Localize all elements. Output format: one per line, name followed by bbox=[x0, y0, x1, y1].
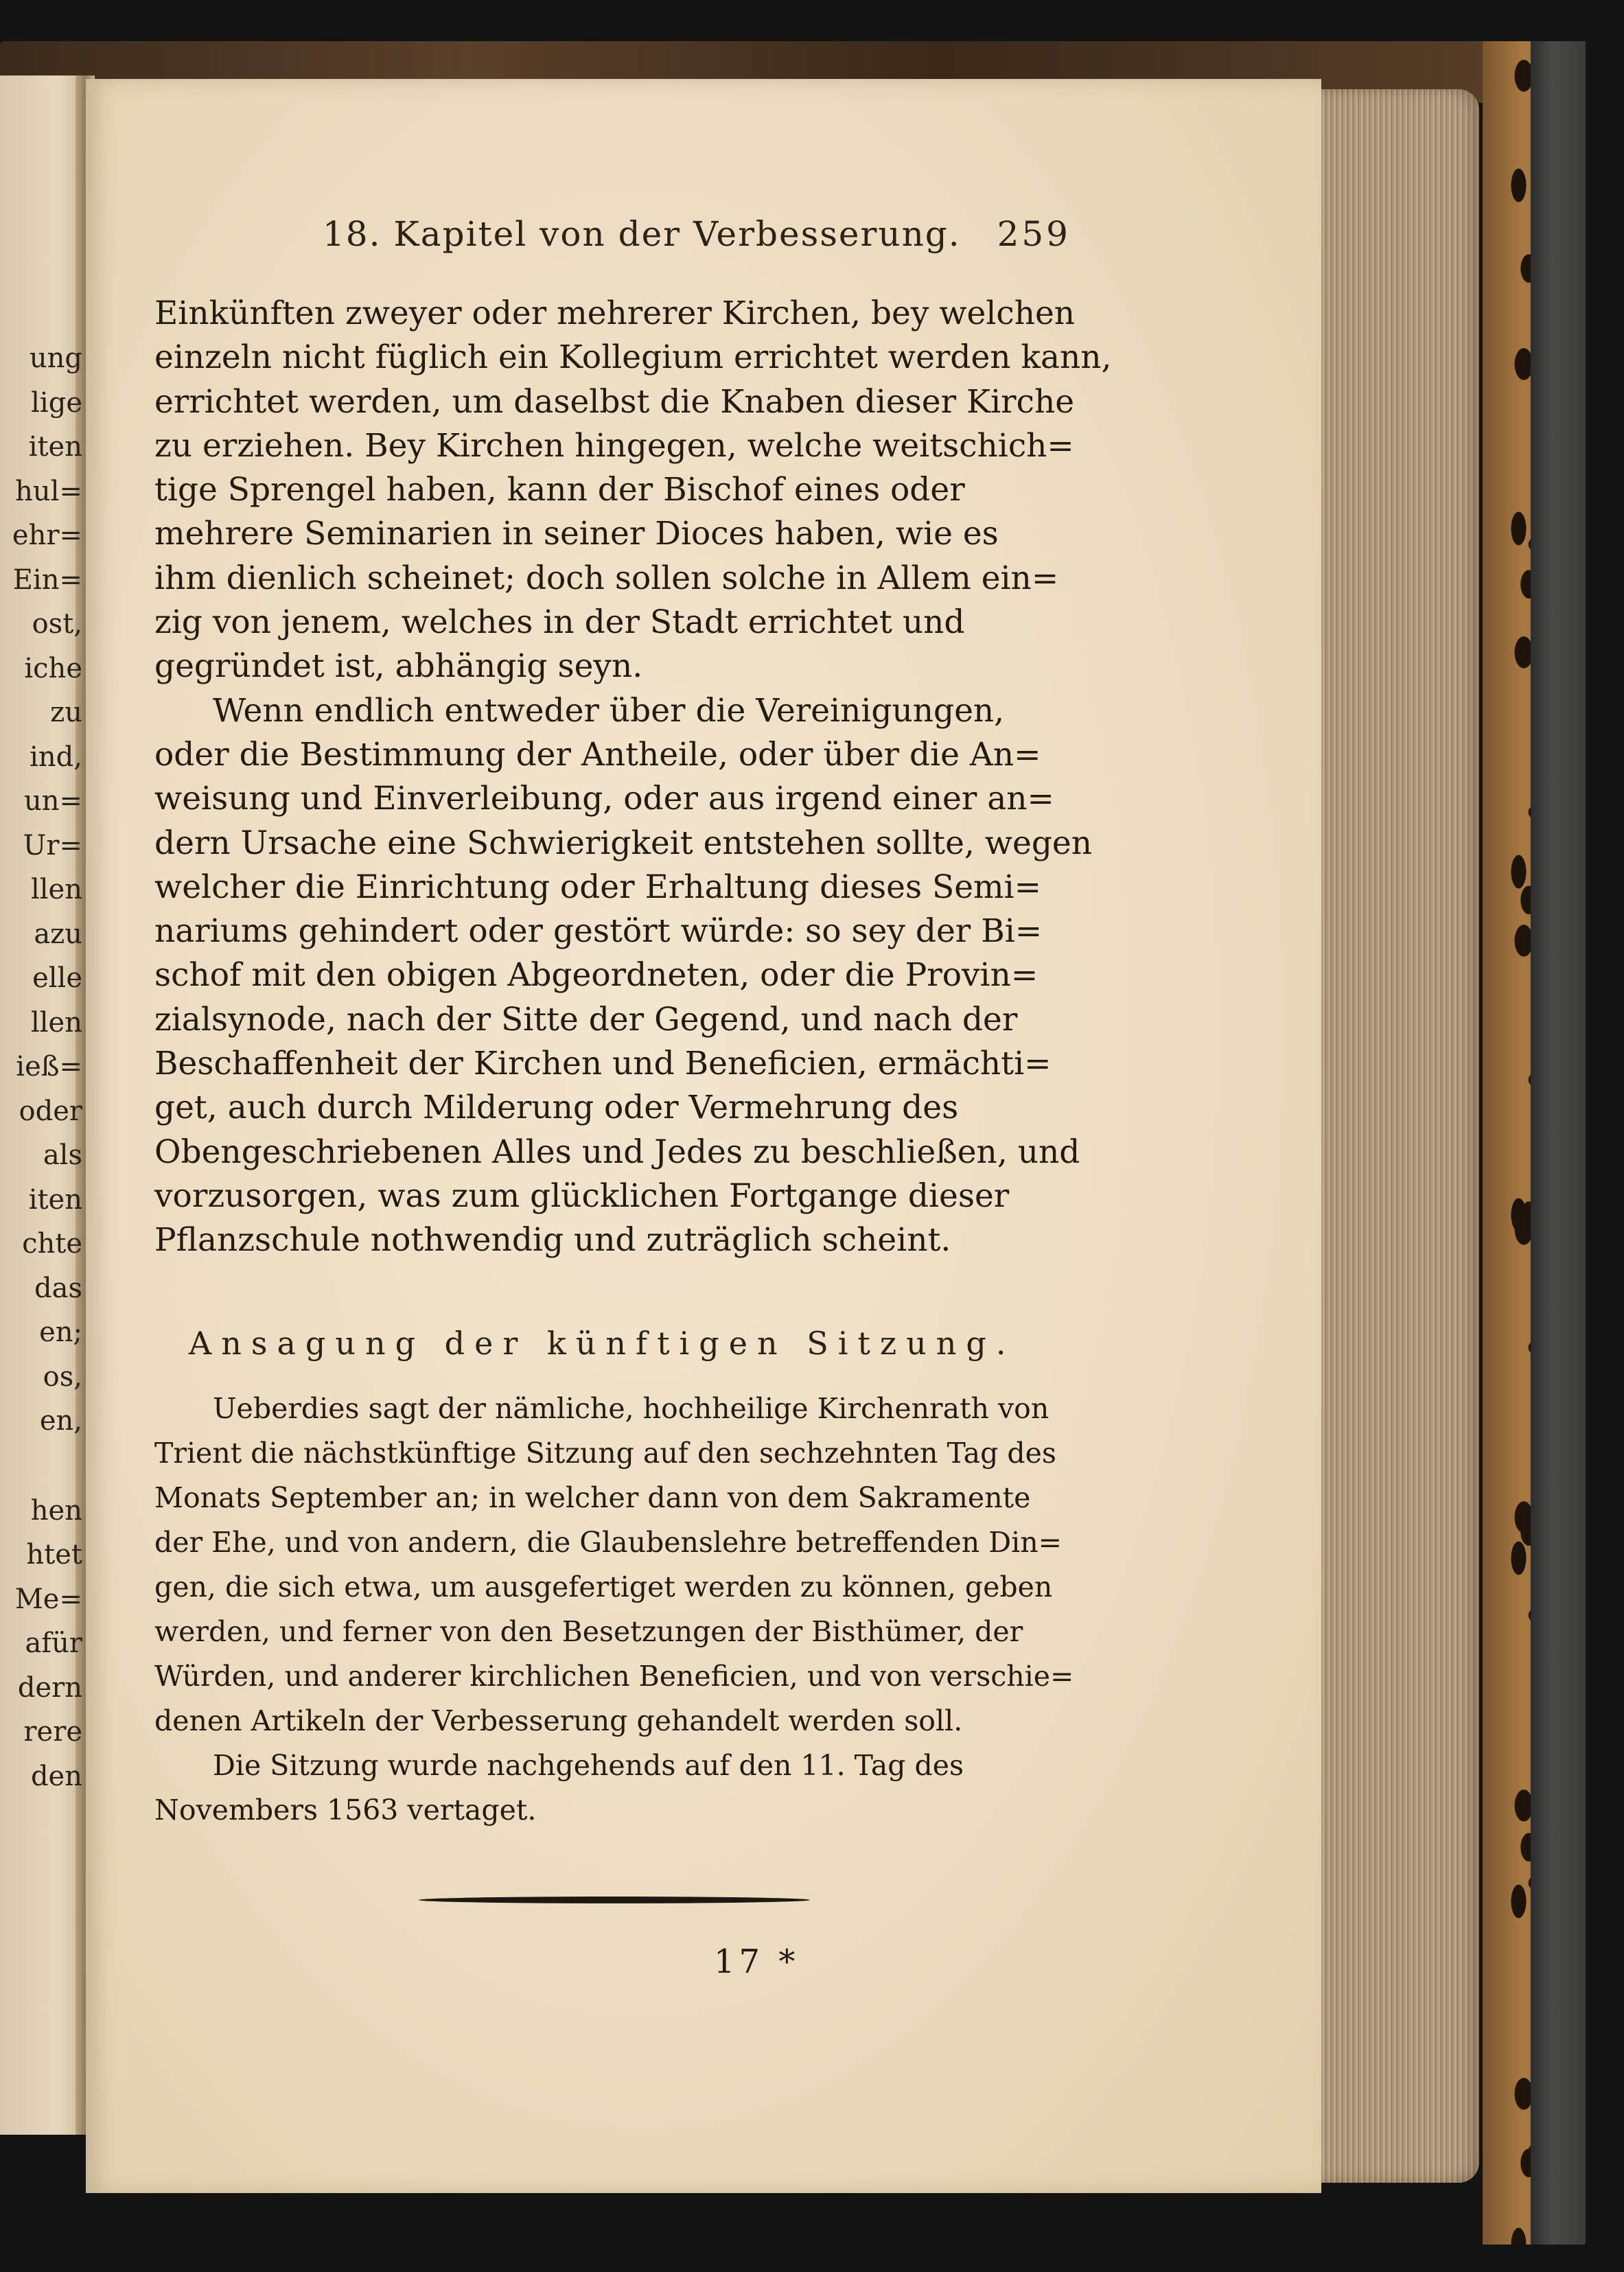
fragment-line: azu bbox=[34, 918, 82, 950]
fragment-line bbox=[1, 1444, 82, 1489]
text-line: ihm dienlich scheinet; doch sollen solche in Allem ein= bbox=[154, 559, 1059, 597]
page-number: 259 bbox=[997, 214, 1071, 254]
fragment-line: llen bbox=[30, 874, 82, 905]
fragment-line: iten bbox=[28, 1183, 82, 1216]
fragment-line: htet bbox=[26, 1539, 82, 1570]
text-line: gegründet ist, abhängig seyn. bbox=[154, 647, 643, 686]
fragment-line: Ur= bbox=[23, 829, 82, 861]
fragment-line: oder bbox=[19, 1095, 82, 1127]
fragment-line: das bbox=[34, 1272, 82, 1304]
fragment-line: ung bbox=[29, 343, 82, 374]
text-line: welcher die Einrichtung oder Erhaltung dieses Semi= bbox=[154, 868, 1041, 906]
fragment-line: chte bbox=[22, 1228, 82, 1260]
text-line: der Ehe, und von andern, die Glaubenslehre betreffenden Din= bbox=[154, 1526, 1062, 1559]
text-line: tige Sprengel haben, kann der Bischof eines oder bbox=[154, 471, 965, 509]
text-line: nariums gehindert oder gestört würde: so sey der Bi= bbox=[154, 912, 1043, 951]
text-line: Einkünften zweyer oder mehrerer Kirchen, bey welchen bbox=[154, 294, 1076, 332]
previous-page-text-fragments bbox=[1, 336, 82, 1798]
fragment-line: hul= bbox=[15, 475, 82, 507]
fragment-line: lige bbox=[31, 386, 82, 419]
text-line: oder die Bestimmung der Antheile, oder über die An= bbox=[154, 735, 1041, 774]
cover-board-edge bbox=[1531, 41, 1586, 2245]
page-block-edges bbox=[1301, 89, 1479, 2183]
paragraph-2 bbox=[154, 689, 1092, 1263]
text-line: Monats September an; in welcher dann von dem Sakramente bbox=[154, 1481, 1031, 1514]
running-head: 18. Kapitel von der Verbesserung. bbox=[323, 214, 961, 254]
fragment-line: ieß= bbox=[16, 1051, 82, 1082]
fragment-line: hen bbox=[30, 1494, 82, 1527]
decorative-rule bbox=[419, 1897, 810, 1903]
fragment-line: zu bbox=[50, 697, 82, 728]
text-line: vorzusorgen, was zum glücklichen Fortgange dieser bbox=[154, 1176, 1010, 1215]
text-line: weisung und Einverleibung, oder aus irgend einer an= bbox=[154, 780, 1054, 818]
text-line: Novembers 1563 vertaget. bbox=[154, 1794, 537, 1827]
text-line: Würden, und anderer kirchlichen Beneficien, und von verschie= bbox=[154, 1660, 1074, 1693]
main-text bbox=[154, 292, 1112, 1263]
fragment-line: den bbox=[30, 1760, 82, 1792]
text-line: Trient die nächstkünftige Sitzung auf den sechzehnten Tag des bbox=[154, 1437, 1056, 1470]
paragraph-4 bbox=[154, 1743, 1067, 1833]
text-line: einzeln nicht füglich ein Kollegium errichtet werden kann, bbox=[154, 338, 1112, 377]
fragment-line: en; bbox=[39, 1317, 82, 1348]
fragment-line: en, bbox=[39, 1405, 82, 1437]
text-line: Obengeschriebenen Alles und Jedes zu beschließen, und bbox=[154, 1133, 1080, 1171]
text-line: Pflanzschule nothwendig und zuträglich scheint. bbox=[154, 1221, 951, 1260]
text-line: Ueberdies sagt der nämliche, hochheilige Kirchenrath von bbox=[213, 1392, 1049, 1425]
fragment-line: dern bbox=[17, 1671, 82, 1704]
fragment-line: iten bbox=[28, 431, 82, 463]
text-line: zu erziehen. Bey Kirchen hingegen, welche weitschich= bbox=[154, 426, 1074, 465]
text-line: zig von jenem, welches in der Stadt errichtet und bbox=[154, 603, 965, 642]
text-line: schof mit den obigen Abgeordneten, oder die Provin= bbox=[154, 956, 1039, 995]
text-line: errichtet werden, um daselbst die Knaben dieser Kirche bbox=[154, 382, 1075, 421]
text-line: get, auch durch Milderung oder Vermehrung des bbox=[154, 1089, 959, 1127]
paragraph-3 bbox=[154, 1387, 1074, 1743]
text-line: mehrere Seminarien in seiner Dioces haben, wie es bbox=[154, 515, 999, 553]
text-line: zialsynode, nach der Sitte der Gegend, und nach der bbox=[154, 1000, 1018, 1039]
text-line: gen, die sich etwa, um ausgefertiget werden zu können, geben bbox=[154, 1570, 1053, 1603]
fragment-line: un= bbox=[23, 785, 82, 817]
fragment-line: os, bbox=[43, 1360, 82, 1393]
fragment-line: ind, bbox=[30, 741, 82, 773]
paragraph-1 bbox=[154, 292, 1112, 689]
text-line: denen Artikeln der Verbesserung gehandelt werden soll. bbox=[154, 1704, 963, 1737]
fragment-line: afür bbox=[25, 1627, 82, 1659]
fragment-line: llen bbox=[30, 1006, 82, 1039]
fragment-line: als bbox=[43, 1139, 82, 1171]
text-line: dern Ursache eine Schwierigkeit entstehen sollte, wegen bbox=[154, 824, 1092, 862]
fragment-line: ehr= bbox=[12, 520, 82, 551]
fragment-line: rere bbox=[23, 1716, 82, 1748]
text-line: Die Sitzung wurde nachgehends auf den 11. Tag des bbox=[213, 1749, 964, 1782]
text-line: Beschaffenheit der Kirchen und Beneficien, ermächti= bbox=[154, 1045, 1052, 1083]
fragment-line: Me= bbox=[14, 1583, 82, 1615]
text-line: Wenn endlich entweder über die Vereinigungen, bbox=[213, 691, 1005, 730]
signature-mark: 17 * bbox=[714, 1943, 800, 1981]
fragment-line: iche bbox=[24, 652, 82, 684]
fragment-line: Ein= bbox=[12, 564, 82, 596]
closing-text bbox=[154, 1387, 1074, 1833]
text-line: werden, und ferner von den Besetzungen der Bisthümer, der bbox=[154, 1615, 1023, 1648]
fragment-line: elle bbox=[32, 962, 82, 994]
fragment-line: ost, bbox=[32, 608, 82, 640]
section-heading: Ansagung der künftigen Sitzung. bbox=[189, 1325, 1016, 1362]
